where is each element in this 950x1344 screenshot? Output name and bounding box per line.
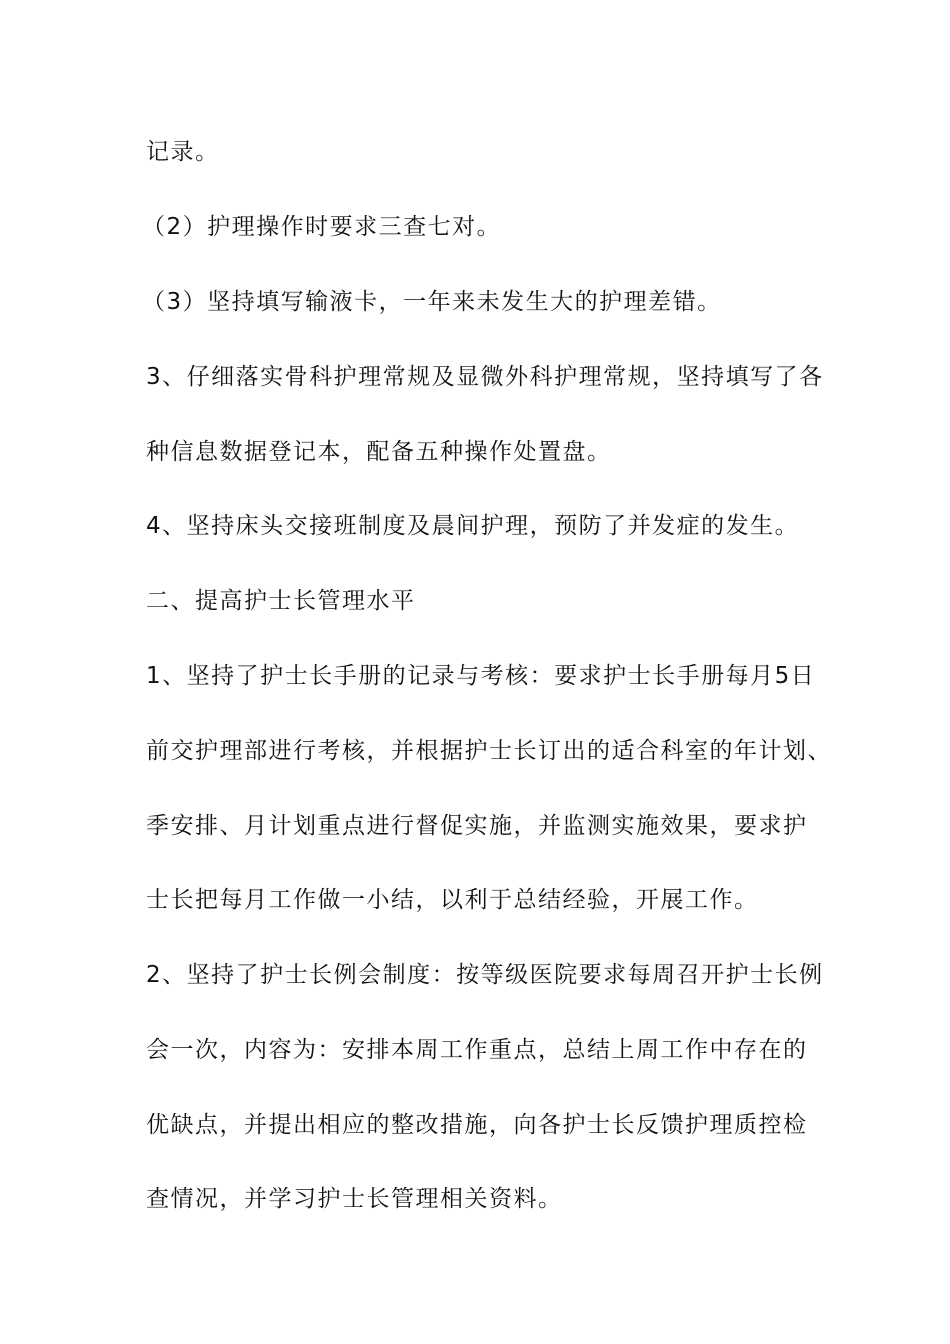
text-line: 2、坚持了护士长例会制度：按等级医院要求每周召开护士长例 [146, 962, 824, 988]
text-line: （2）护理操作时要求三查七对。 [142, 214, 502, 240]
text-line: （3）坚持填写输液卡，一年来未发生大的护理差错。 [142, 289, 722, 315]
text-line: 优缺点，并提出相应的整改措施，向各护士长反馈护理质控检 [146, 1112, 808, 1138]
text-line: 记录。 [146, 139, 220, 165]
text-line: 1、坚持了护士长手册的记录与考核：要求护士长手册每月5日 [146, 663, 816, 689]
text-line: 士长把每月工作做一小结，以利于总结经验，开展工作。 [146, 887, 759, 913]
text-line: 种信息数据登记本，配备五种操作处置盘。 [146, 439, 612, 465]
text-line: 会一次，内容为：安排本周工作重点，总结上周工作中存在的 [146, 1037, 808, 1063]
text-line: 查情况，并学习护士长管理相关资料。 [146, 1186, 563, 1212]
text-line: 3、仔细落实骨科护理常规及显微外科护理常规，坚持填写了各 [146, 364, 824, 390]
text-line: 季安排、月计划重点进行督促实施，并监测实施效果，要求护 [146, 813, 808, 839]
section-heading: 二、提高护士长管理水平 [146, 588, 416, 614]
text-line: 前交护理部进行考核，并根据护士长订出的适合科室的年计划、 [146, 738, 832, 764]
text-line: 4、坚持床头交接班制度及晨间护理，预防了并发症的发生。 [146, 513, 800, 539]
